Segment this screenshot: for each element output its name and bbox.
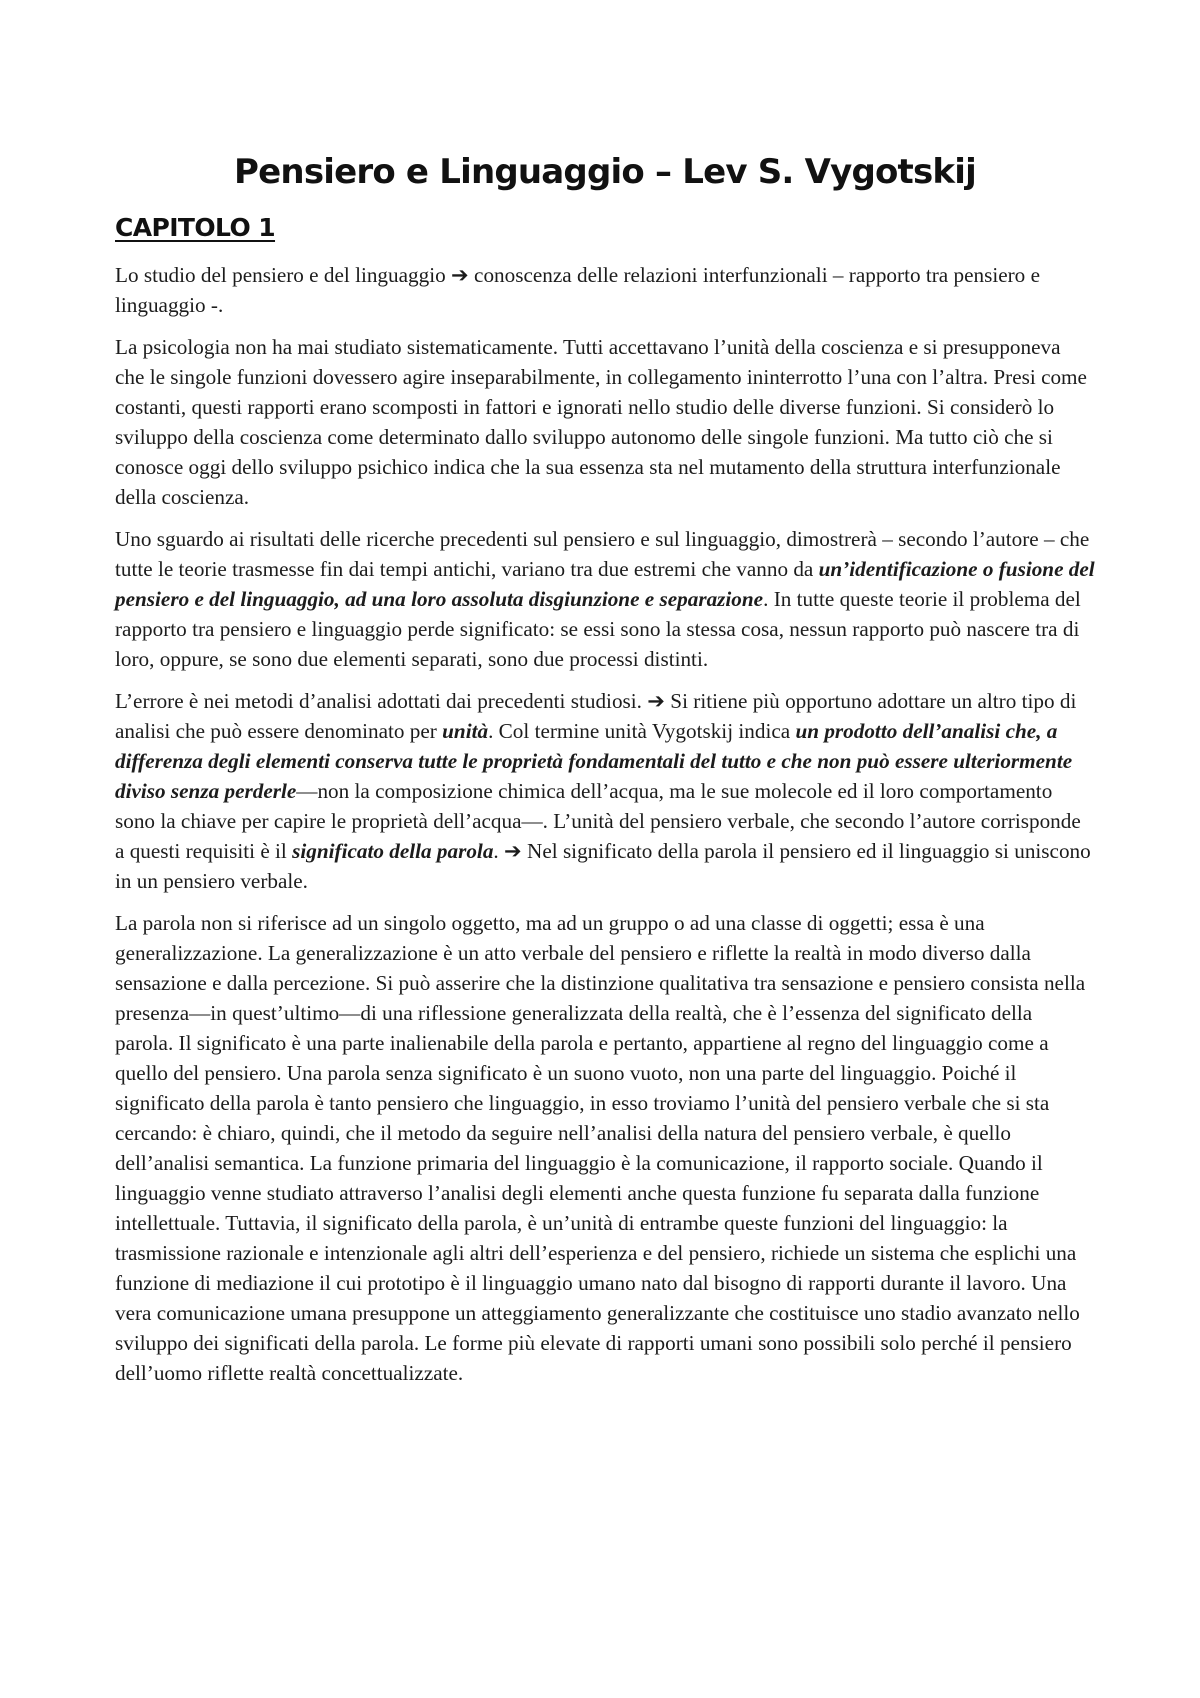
paragraph-2 [115,332,1095,512]
paragraph-4-emphasis-significato: significato della parola [292,839,494,863]
paragraph-2-text: La psicologia non ha mai studiato sistematicamente. Tutti accettavano l’unità della coscienza e si presupponeva che le singole funzioni dovessero agire inseparabilmente, in collegamento ininterrotto l’una con l’altra. Presi come costanti, questi rapporti erano scomposti in fattori e ignorati nello studio delle diverse funzioni. Si considerò lo sviluppo della coscienza come determinato dallo sviluppo autonomo delle singole funzioni. Ma tutto ciò che si conosce oggi dello sviluppo psichico indica che la sua essenza sta nel mutamento della struttura interfunzionale della coscienza. [115,335,1087,509]
paragraph-3 [115,524,1095,674]
paragraph-1-text: Lo studio del pensiero e del linguaggio ➔ conoscenza delle relazioni interfunzionali – rapporto tra pensiero e linguaggio -. [115,263,1040,317]
paragraph-4-emphasis-unita: unità [442,719,489,743]
paragraph-5 [115,908,1095,1388]
paragraph-1 [115,260,1095,320]
document-page [115,148,1095,1400]
paragraph-4-text-g: . ➔ Nel significato della parola il pensiero ed il linguaggio si uniscono in un pensiero verbale. [115,839,1091,893]
document-title: Pensiero e Linguaggio – Lev S. Vygotskij [234,152,976,192]
paragraph-3-emphasis: un’identificazione o fusione del pensiero e del linguaggio, ad una loro assoluta disgiunzione e separazione [115,557,1095,611]
paragraph-4-text-c: . Col termine unità Vygotskij indica [488,719,796,743]
paragraph-4-text-a: L’errore è nei metodi d’analisi adottati dai precedenti studiosi. ➔ Si ritiene più opportuno adottare un altro tipo di analisi che può essere denominato per [115,689,1077,743]
paragraph-4-text-e: —non la composizione chimica dell’acqua, ma le sue molecole ed il loro comportamento sono la chiave per capire le proprietà dell’acqua—. L’unità del pensiero verbale, che secondo l’autore corrisponde a questi requisiti è il [115,779,1081,863]
paragraph-4 [115,686,1095,896]
paragraph-3-text-c: . In tutte queste teorie il problema del rapporto tra pensiero e linguaggio perde significato: se essi sono la stessa cosa, nessun rapporto può nascere tra di loro, oppure, se sono due elementi separati, sono due processi distinti. [115,587,1081,671]
paragraph-5-text: La parola non si riferisce ad un singolo oggetto, ma ad un gruppo o ad una classe di oggetti; essa è una generalizzazione. La generalizzazione è un atto verbale del pensiero e riflette la realtà in modo diverso dalla sensazione e dalla percezione. Si può asserire che la distinzione qualitativa tra sensazione e pensiero consista nella presenza—in quest’ultimo—di una riflessione generalizzata della realtà, che è l’essenza del significato della parola. Il significato è una parte inalienabile della parola e pertanto, appartiene al regno del linguaggio come a quello del pensiero. Una parola senza significato è un suono vuoto, non una parte del linguaggio. Poiché il significato della parola è tanto pensiero che linguaggio, in esso troviamo l’unità del pensiero verbale che si sta cercando: è chiaro, quindi, che il metodo da seguire nell’analisi della natura del pensiero verbale, è quello dell’analisi semantica. La funzione primaria del linguaggio è la comunicazione, il rapporto sociale. Quando il linguaggio venne studiato attraverso l’analisi degli elementi anche questa funzione fu separata dalla funzione intellettuale. Tuttavia, il significato della parola, è un’unità di entrambe queste funzioni del linguaggio: la trasmissione razionale e intenzionale agli altri dell’esperienza e del pensiero, richiede un sistema che esplichi una funzione di mediazione il cui prototipo è il linguaggio umano nato dal bisogno di rapporti durante il lavoro. Una vera comunicazione umana presuppone un atteggiamento generalizzante che costituisce uno stadio avanzato nello sviluppo dei significati della parola. Le forme più elevate di rapporti umani sono possibili solo perché il pensiero dell’uomo riflette realtà concettualizzate. [115,911,1086,1385]
chapter-heading: CAPITOLO 1 [115,213,276,242]
paragraph-4-emphasis-definition: un prodotto dell’analisi che, a differenza degli elementi conserva tutte le proprietà fondamentali del tutto e che non può essere ulteriormente diviso senza perderle [115,719,1073,803]
paragraph-3-text-a: Uno sguardo ai risultati delle ricerche precedenti sul pensiero e sul linguaggio, dimostrerà – secondo l’autore – che tutte le teorie trasmesse fin dai tempi antichi, variano tra due estremi che vanno da [115,527,1090,581]
